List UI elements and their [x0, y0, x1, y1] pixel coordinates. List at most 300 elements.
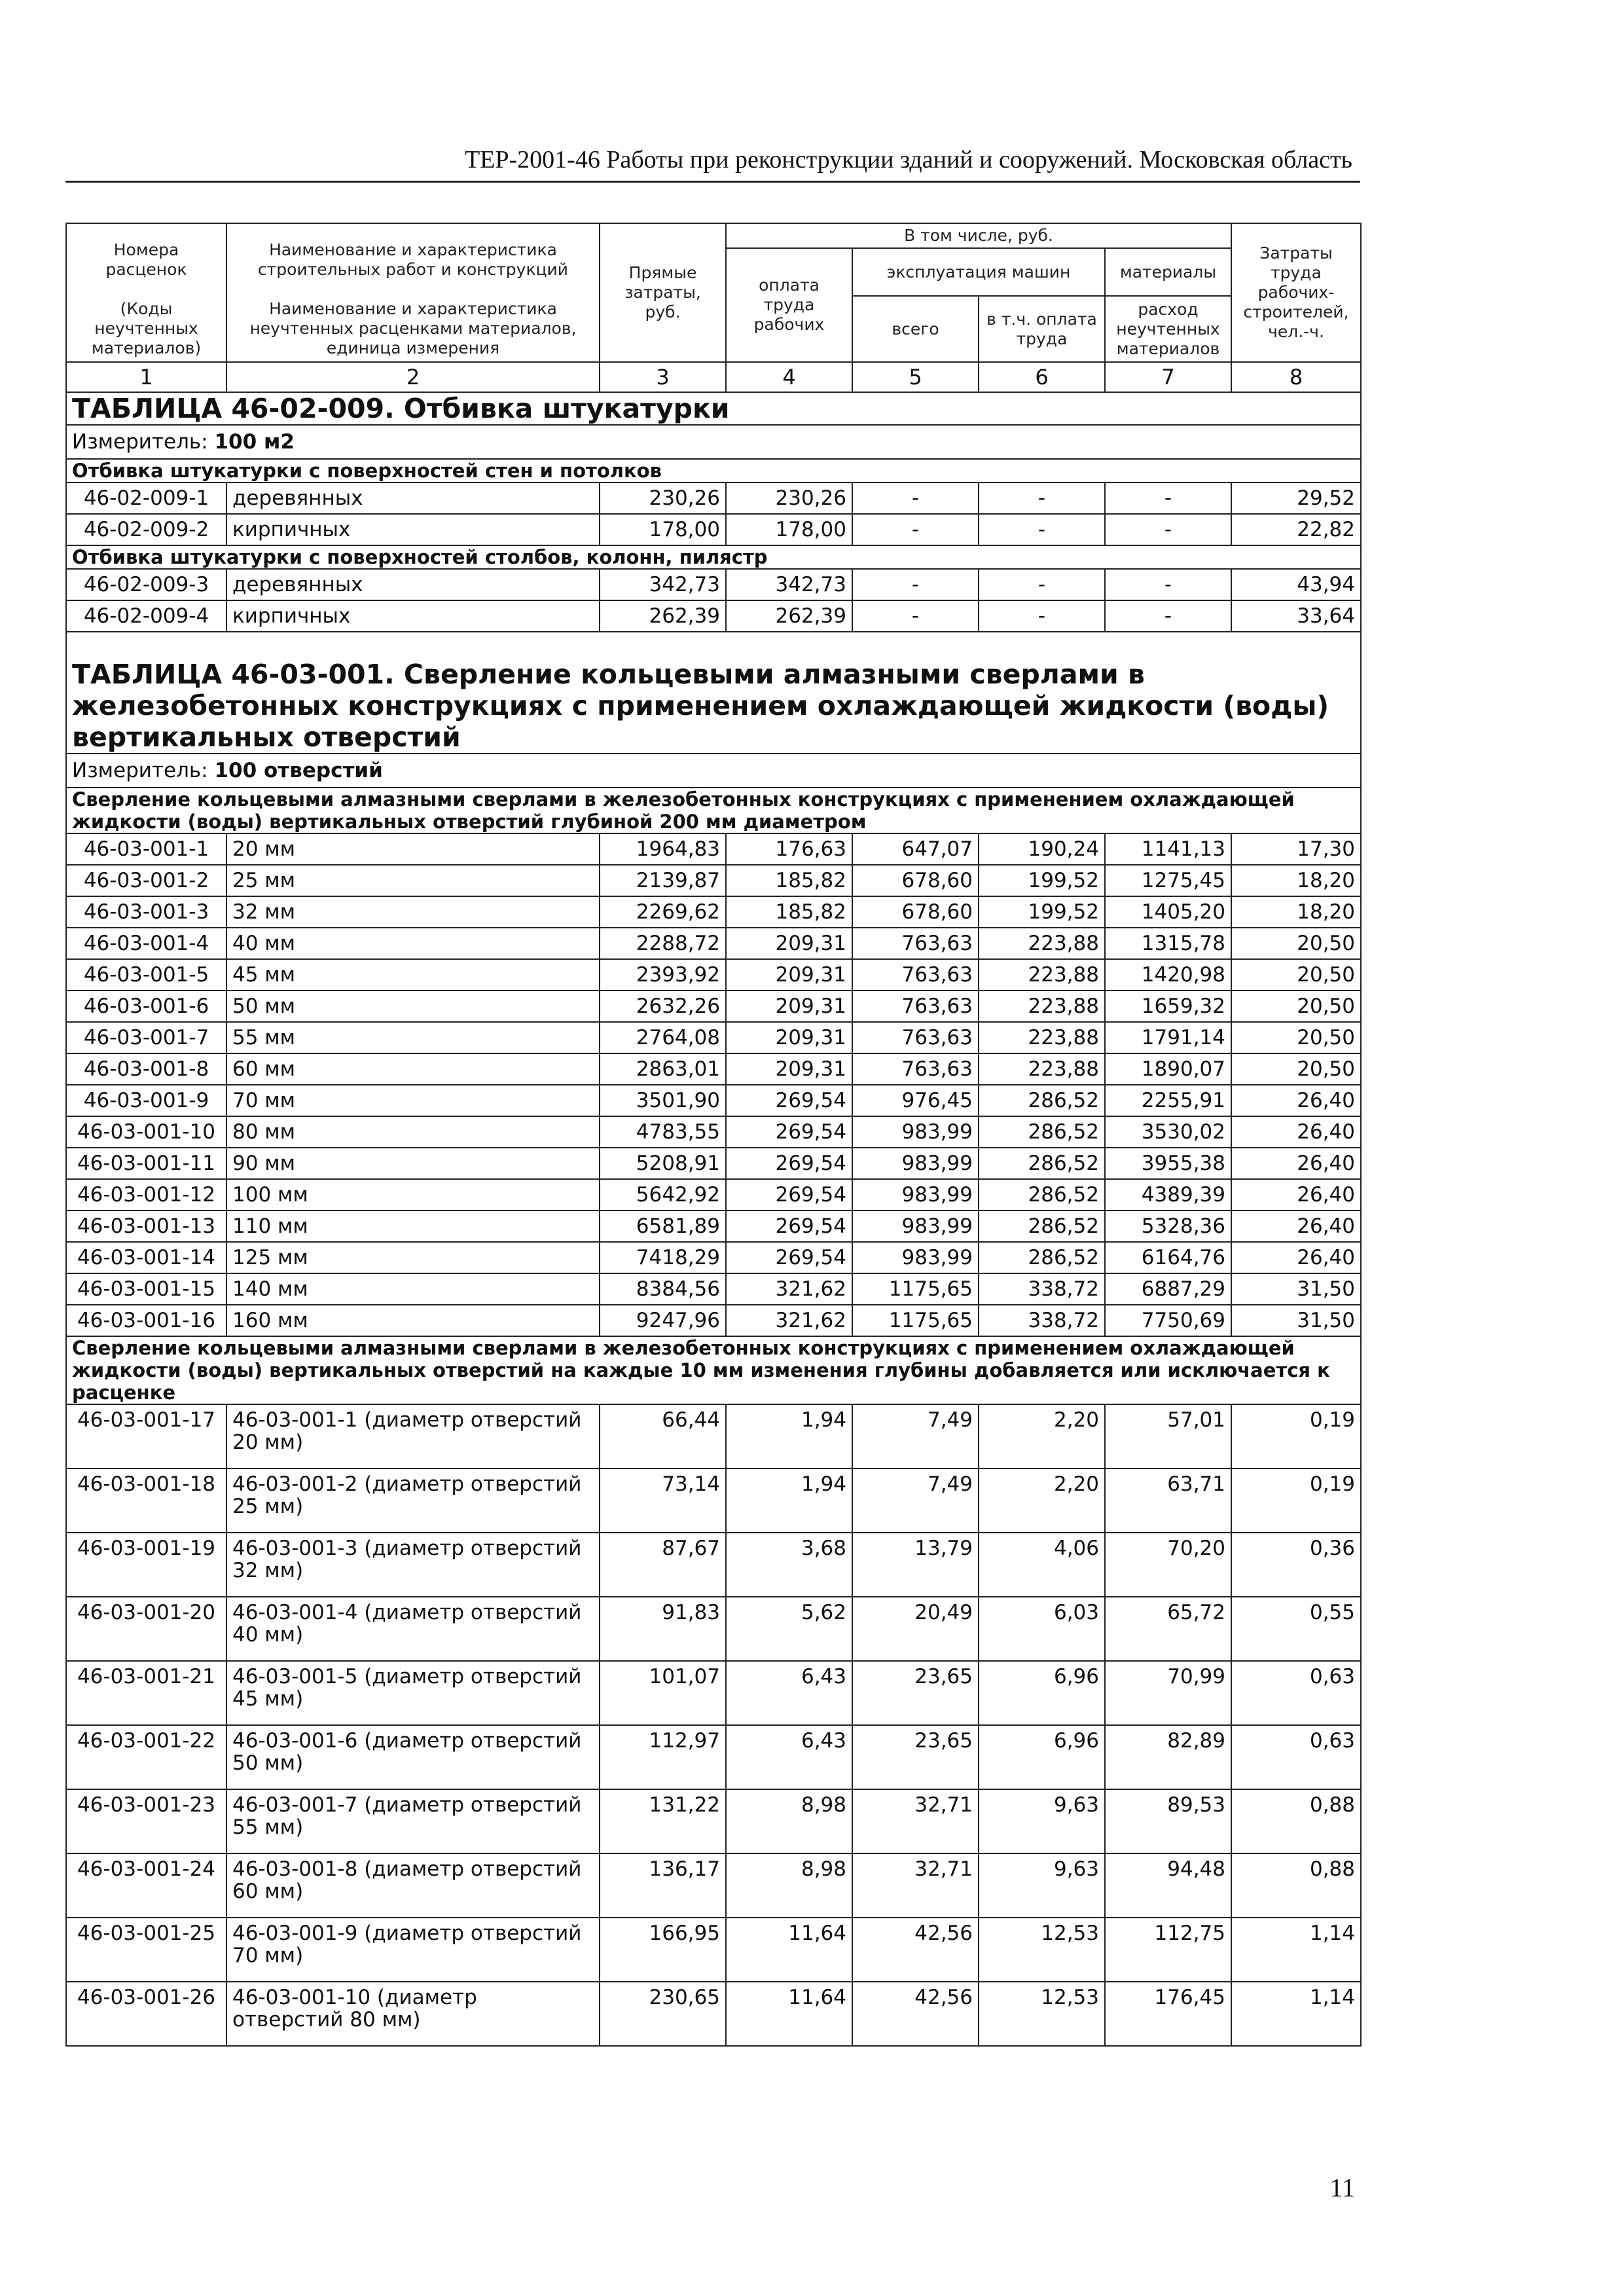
labor-hours-cell: 0,88: [1231, 1853, 1361, 1918]
page-number: 11: [1329, 2173, 1355, 2202]
machine-total-cell: 42,56: [852, 1982, 979, 2046]
rows-0902-1: [66, 483, 1361, 545]
machine-total-cell: -: [852, 483, 979, 514]
header-number: 5: [852, 362, 979, 392]
labor-pay-cell: 11,64: [726, 1982, 852, 2046]
table-row: [66, 991, 1361, 1022]
direct-costs-cell: 342,73: [600, 569, 726, 600]
materials-cell: 6887,29: [1105, 1273, 1231, 1305]
machine-total-cell: 23,65: [852, 1725, 979, 1789]
header-number: 7: [1105, 362, 1231, 392]
machine-labor-cell: -: [979, 483, 1105, 514]
labor-hours-cell: 29,52: [1231, 483, 1361, 514]
labor-pay-cell: 3,68: [726, 1533, 852, 1597]
table-row: [66, 600, 1361, 632]
direct-costs-cell: 1964,83: [600, 833, 726, 865]
work-name-cell: 46-03-001-6 (диаметр отверстий 50 мм): [226, 1725, 600, 1789]
table-row: [66, 1853, 1361, 1918]
table-row: [66, 1085, 1361, 1116]
table-row: [66, 1533, 1361, 1597]
machine-total-cell: 20,49: [852, 1597, 979, 1661]
materials-cell: 6164,76: [1105, 1242, 1231, 1273]
work-name-cell: 46-03-001-9 (диаметр отверстий 70 мм): [226, 1918, 600, 1982]
rate-code-cell: 46-03-001-16: [66, 1305, 226, 1336]
labor-hours-cell: 0,55: [1231, 1597, 1361, 1661]
rate-code-cell: 46-03-001-4: [66, 928, 226, 959]
machine-labor-cell: 223,88: [979, 1022, 1105, 1053]
labor-pay-cell: 321,62: [726, 1273, 852, 1305]
table-row: [66, 1597, 1361, 1661]
labor-pay-cell: 8,98: [726, 1789, 852, 1853]
labor-pay-cell: 176,63: [726, 833, 852, 865]
machine-total-cell: 983,99: [852, 1148, 979, 1179]
work-name-cell: 100 мм: [226, 1179, 600, 1211]
materials-cell: 3530,02: [1105, 1116, 1231, 1148]
work-name-cell: 110 мм: [226, 1211, 600, 1242]
work-name-cell: 20 мм: [226, 833, 600, 865]
labor-hours-cell: 26,40: [1231, 1085, 1361, 1116]
rate-code-cell: 46-03-001-2: [66, 865, 226, 896]
machine-labor-cell: 6,96: [979, 1661, 1105, 1725]
running-header: ТЕР-2001-46 Работы при реконструкции зданий и сооружений. Московская область: [464, 146, 1352, 173]
labor-hours-cell: 18,20: [1231, 865, 1361, 896]
header-col5: всего: [852, 296, 979, 362]
header-col4: оплата труда рабочих: [726, 248, 852, 362]
machine-total-cell: 7,49: [852, 1404, 979, 1468]
labor-pay-cell: 6,43: [726, 1725, 852, 1789]
rate-code-cell: 46-03-001-13: [66, 1211, 226, 1242]
machine-labor-cell: 286,52: [979, 1242, 1105, 1273]
meter-label: Измеритель:: [72, 430, 208, 454]
machine-labor-cell: 338,72: [979, 1273, 1105, 1305]
labor-pay-cell: 185,82: [726, 865, 852, 896]
work-name-cell: 46-03-001-8 (диаметр отверстий 60 мм): [226, 1853, 600, 1918]
header-col6: в т.ч. оплата труда: [979, 296, 1105, 362]
direct-costs-cell: 131,22: [600, 1789, 726, 1853]
machine-total-cell: 983,99: [852, 1211, 979, 1242]
table-row: [66, 1789, 1361, 1853]
direct-costs-cell: 6581,89: [600, 1211, 726, 1242]
rate-code-cell: 46-03-001-6: [66, 991, 226, 1022]
machine-labor-cell: -: [979, 600, 1105, 632]
work-name-cell: 25 мм: [226, 865, 600, 896]
header-materials: материалы: [1105, 248, 1231, 296]
work-name-cell: 125 мм: [226, 1242, 600, 1273]
direct-costs-cell: 178,00: [600, 514, 726, 545]
labor-pay-cell: 269,54: [726, 1211, 852, 1242]
labor-hours-cell: 0,19: [1231, 1468, 1361, 1533]
materials-cell: -: [1105, 483, 1231, 514]
rate-code-cell: 46-03-001-9: [66, 1085, 226, 1116]
meter-value: 100 м2: [214, 430, 295, 454]
section-title: ТАБЛИЦА 46-02-009. Отбивка штукатурки: [66, 392, 1361, 425]
table-row: [66, 1053, 1361, 1085]
labor-hours-cell: 26,40: [1231, 1179, 1361, 1211]
labor-hours-cell: 26,40: [1231, 1116, 1361, 1148]
materials-cell: 1315,78: [1105, 928, 1231, 959]
direct-costs-cell: 2863,01: [600, 1053, 726, 1085]
labor-hours-cell: 26,40: [1231, 1148, 1361, 1179]
materials-cell: 5328,36: [1105, 1211, 1231, 1242]
labor-hours-cell: 20,50: [1231, 991, 1361, 1022]
subsection-heading: Сверление кольцевыми алмазными сверлами в железобетонных конструкциях с применением охлаждающей жидкости (воды) вертикальных отверстий глубиной 200 мм диаметром: [66, 788, 1361, 833]
direct-costs-cell: 73,14: [600, 1468, 726, 1533]
meter-line: [66, 754, 1361, 788]
machine-labor-cell: -: [979, 569, 1105, 600]
machine-total-cell: 1175,65: [852, 1305, 979, 1336]
rate-code-cell: 46-03-001-1: [66, 833, 226, 865]
work-name-cell: 46-03-001-4 (диаметр отверстий 40 мм): [226, 1597, 600, 1661]
section-title: ТАБЛИЦА 46-03-001. Сверление кольцевыми алмазными сверлами в железобетонных конструкциях с применением охлаждающей жидкости (воды) вертикальных отверстий: [66, 632, 1361, 754]
machine-labor-cell: 338,72: [979, 1305, 1105, 1336]
labor-pay-cell: 269,54: [726, 1116, 852, 1148]
work-name-cell: 160 мм: [226, 1305, 600, 1336]
work-name-cell: 40 мм: [226, 928, 600, 959]
header-col2-top: Наименование и характеристика строительных работ и конструкций: [226, 223, 600, 296]
machine-total-cell: -: [852, 569, 979, 600]
table-row: [66, 1179, 1361, 1211]
rate-code-cell: 46-02-009-1: [66, 483, 226, 514]
rate-code-cell: 46-03-001-24: [66, 1853, 226, 1918]
materials-cell: 70,99: [1105, 1661, 1231, 1725]
labor-pay-cell: 262,39: [726, 600, 852, 632]
subsection-heading: Отбивка штукатурки с поверхностей стен и потолков: [66, 459, 1361, 483]
machine-total-cell: 647,07: [852, 833, 979, 865]
rate-code-cell: 46-03-001-3: [66, 896, 226, 928]
machine-labor-cell: 190,24: [979, 833, 1105, 865]
header-col8: Затраты труда рабочих-строителей, чел.-ч.: [1231, 223, 1361, 362]
materials-cell: 3955,38: [1105, 1148, 1231, 1179]
rate-code-cell: 46-03-001-5: [66, 959, 226, 991]
labor-pay-cell: 269,54: [726, 1242, 852, 1273]
table-row: [66, 865, 1361, 896]
materials-cell: 1420,98: [1105, 959, 1231, 991]
labor-hours-cell: 0,88: [1231, 1789, 1361, 1853]
materials-cell: -: [1105, 514, 1231, 545]
rate-code-cell: 46-03-001-22: [66, 1725, 226, 1789]
table-46-02-009: [66, 392, 1361, 483]
machine-total-cell: 983,99: [852, 1116, 979, 1148]
table-row: [66, 833, 1361, 865]
materials-cell: 1659,32: [1105, 991, 1231, 1022]
work-name-cell: 46-03-001-3 (диаметр отверстий 32 мм): [226, 1533, 600, 1597]
direct-costs-cell: 91,83: [600, 1597, 726, 1661]
materials-cell: 65,72: [1105, 1597, 1231, 1661]
header-number: 4: [726, 362, 852, 392]
direct-costs-cell: 66,44: [600, 1404, 726, 1468]
direct-costs-cell: 7418,29: [600, 1242, 726, 1273]
work-name-cell: деревянных: [226, 569, 600, 600]
materials-cell: 4389,39: [1105, 1179, 1231, 1211]
labor-hours-cell: 1,14: [1231, 1918, 1361, 1982]
machine-total-cell: 32,71: [852, 1853, 979, 1918]
direct-costs-cell: 2393,92: [600, 959, 726, 991]
rows-0301-1: [66, 833, 1361, 1336]
direct-costs-cell: 8384,56: [600, 1273, 726, 1305]
labor-hours-cell: 20,50: [1231, 1022, 1361, 1053]
materials-cell: 1791,14: [1105, 1022, 1231, 1053]
header-machines: эксплуатация машин: [852, 248, 1105, 296]
table-row: [66, 1725, 1361, 1789]
direct-costs-cell: 5642,92: [600, 1179, 726, 1211]
labor-hours-cell: 1,14: [1231, 1982, 1361, 2046]
machine-total-cell: 42,56: [852, 1918, 979, 1982]
work-name-cell: 46-03-001-10 (диаметр отверстий 80 мм): [226, 1982, 600, 2046]
rate-code-cell: 46-03-001-23: [66, 1789, 226, 1853]
labor-pay-cell: 209,31: [726, 991, 852, 1022]
materials-cell: 176,45: [1105, 1982, 1231, 2046]
machine-total-cell: 976,45: [852, 1085, 979, 1116]
rate-code-cell: 46-03-001-8: [66, 1053, 226, 1085]
machine-labor-cell: 223,88: [979, 1053, 1105, 1085]
header-rule: [65, 181, 1360, 183]
materials-cell: 112,75: [1105, 1918, 1231, 1982]
direct-costs-cell: 3501,90: [600, 1085, 726, 1116]
labor-hours-cell: 0,36: [1231, 1533, 1361, 1597]
labor-pay-cell: 269,54: [726, 1085, 852, 1116]
labor-pay-cell: 11,64: [726, 1918, 852, 1982]
machine-total-cell: 32,71: [852, 1789, 979, 1853]
work-name-cell: 60 мм: [226, 1053, 600, 1085]
labor-hours-cell: 26,40: [1231, 1211, 1361, 1242]
labor-pay-cell: 1,94: [726, 1468, 852, 1533]
direct-costs-cell: 136,17: [600, 1853, 726, 1918]
labor-hours-cell: 0,63: [1231, 1725, 1361, 1789]
materials-cell: 57,01: [1105, 1404, 1231, 1468]
machine-labor-cell: 223,88: [979, 928, 1105, 959]
table-row: [66, 1468, 1361, 1533]
header-col7: расход неучтенных материалов: [1105, 296, 1231, 362]
machine-total-cell: 678,60: [852, 865, 979, 896]
materials-cell: -: [1105, 600, 1231, 632]
direct-costs-cell: 2764,08: [600, 1022, 726, 1053]
machine-labor-cell: 199,52: [979, 896, 1105, 928]
work-name-cell: деревянных: [226, 483, 600, 514]
rate-code-cell: 46-03-001-11: [66, 1148, 226, 1179]
machine-labor-cell: 12,53: [979, 1918, 1105, 1982]
labor-hours-cell: 33,64: [1231, 600, 1361, 632]
rate-code-cell: 46-03-001-21: [66, 1661, 226, 1725]
rate-code-cell: 46-03-001-12: [66, 1179, 226, 1211]
direct-costs-cell: 230,26: [600, 483, 726, 514]
labor-hours-cell: 20,50: [1231, 928, 1361, 959]
rate-code-cell: 46-02-009-2: [66, 514, 226, 545]
direct-costs-cell: 101,07: [600, 1661, 726, 1725]
table-row: [66, 928, 1361, 959]
materials-cell: 82,89: [1105, 1725, 1231, 1789]
table-row: [66, 483, 1361, 514]
work-name-cell: кирпичных: [226, 600, 600, 632]
work-name-cell: 32 мм: [226, 896, 600, 928]
work-name-cell: 50 мм: [226, 991, 600, 1022]
machine-labor-cell: 286,52: [979, 1085, 1105, 1116]
labor-pay-cell: 342,73: [726, 569, 852, 600]
table-row: [66, 1982, 1361, 2046]
table-row: [66, 959, 1361, 991]
rate-code-cell: 46-03-001-19: [66, 1533, 226, 1597]
rate-code-cell: 46-03-001-14: [66, 1242, 226, 1273]
machine-total-cell: 983,99: [852, 1242, 979, 1273]
machine-total-cell: 763,63: [852, 928, 979, 959]
labor-pay-cell: 1,94: [726, 1404, 852, 1468]
labor-hours-cell: 26,40: [1231, 1242, 1361, 1273]
machine-labor-cell: 199,52: [979, 865, 1105, 896]
meter-label: Измеритель:: [72, 759, 208, 782]
machine-total-cell: 23,65: [852, 1661, 979, 1725]
direct-costs-cell: 2139,87: [600, 865, 726, 896]
header-group: В том числе, руб.: [726, 223, 1231, 248]
rate-code-cell: 46-03-001-18: [66, 1468, 226, 1533]
header-number: 2: [226, 362, 600, 392]
work-name-cell: кирпичных: [226, 514, 600, 545]
materials-cell: 89,53: [1105, 1789, 1231, 1853]
table-row: [66, 514, 1361, 545]
labor-hours-cell: 18,20: [1231, 896, 1361, 928]
machine-total-cell: 763,63: [852, 1022, 979, 1053]
direct-costs-cell: 230,65: [600, 1982, 726, 2046]
labor-hours-cell: 43,94: [1231, 569, 1361, 600]
machine-total-cell: 763,63: [852, 991, 979, 1022]
machine-total-cell: 983,99: [852, 1179, 979, 1211]
table-row: [66, 1211, 1361, 1242]
header-col1-bottom: (Коды неучтенных материалов): [66, 296, 226, 362]
machine-total-cell: 763,63: [852, 1053, 979, 1085]
rows-0301-2: [66, 1404, 1361, 2046]
table-46-03-001-part2: [66, 1336, 1361, 1404]
rate-code-cell: 46-03-001-26: [66, 1982, 226, 2046]
rate-code-cell: 46-03-001-15: [66, 1273, 226, 1305]
table-row: [66, 1148, 1361, 1179]
labor-pay-cell: 8,98: [726, 1853, 852, 1918]
work-name-cell: 46-03-001-7 (диаметр отверстий 55 мм): [226, 1789, 600, 1853]
table-row: [66, 1305, 1361, 1336]
materials-cell: -: [1105, 569, 1231, 600]
machine-labor-cell: 9,63: [979, 1853, 1105, 1918]
labor-pay-cell: 209,31: [726, 1053, 852, 1085]
work-name-cell: 140 мм: [226, 1273, 600, 1305]
materials-cell: 63,71: [1105, 1468, 1231, 1533]
table-row: [66, 1273, 1361, 1305]
materials-cell: 94,48: [1105, 1853, 1231, 1918]
machine-total-cell: 763,63: [852, 959, 979, 991]
header-number: 3: [600, 362, 726, 392]
work-name-cell: 80 мм: [226, 1116, 600, 1148]
labor-hours-cell: 31,50: [1231, 1273, 1361, 1305]
machine-labor-cell: 286,52: [979, 1148, 1105, 1179]
materials-cell: 1405,20: [1105, 896, 1231, 928]
work-name-cell: 70 мм: [226, 1085, 600, 1116]
work-name-cell: 46-03-001-2 (диаметр отверстий 25 мм): [226, 1468, 600, 1533]
work-name-cell: 46-03-001-5 (диаметр отверстий 45 мм): [226, 1661, 600, 1725]
labor-hours-cell: 20,50: [1231, 1053, 1361, 1085]
machine-labor-cell: 286,52: [979, 1179, 1105, 1211]
table-row: [66, 1242, 1361, 1273]
direct-costs-cell: 9247,96: [600, 1305, 726, 1336]
labor-pay-cell: 269,54: [726, 1179, 852, 1211]
machine-labor-cell: 6,96: [979, 1725, 1105, 1789]
header-number: 1: [66, 362, 226, 392]
materials-cell: 70,20: [1105, 1533, 1231, 1597]
table-row: [66, 1116, 1361, 1148]
labor-pay-cell: 6,43: [726, 1661, 852, 1725]
labor-pay-cell: 178,00: [726, 514, 852, 545]
table-46-02-009-part2: [66, 545, 1361, 569]
labor-pay-cell: 209,31: [726, 1022, 852, 1053]
table-header: [66, 223, 1361, 392]
labor-pay-cell: 321,62: [726, 1305, 852, 1336]
direct-costs-cell: 166,95: [600, 1918, 726, 1982]
direct-costs-cell: 5208,91: [600, 1148, 726, 1179]
work-name-cell: 90 мм: [226, 1148, 600, 1179]
machine-labor-cell: -: [979, 514, 1105, 545]
machine-labor-cell: 286,52: [979, 1116, 1105, 1148]
labor-hours-cell: 0,19: [1231, 1404, 1361, 1468]
labor-hours-cell: 20,50: [1231, 959, 1361, 991]
machine-labor-cell: 223,88: [979, 991, 1105, 1022]
labor-pay-cell: 269,54: [726, 1148, 852, 1179]
labor-hours-cell: 17,30: [1231, 833, 1361, 865]
materials-cell: 1275,45: [1105, 865, 1231, 896]
labor-pay-cell: 185,82: [726, 896, 852, 928]
work-name-cell: 45 мм: [226, 959, 600, 991]
labor-hours-cell: 22,82: [1231, 514, 1361, 545]
machine-labor-cell: 9,63: [979, 1789, 1105, 1853]
labor-hours-cell: 31,50: [1231, 1305, 1361, 1336]
work-name-cell: 55 мм: [226, 1022, 600, 1053]
rate-code-cell: 46-02-009-4: [66, 600, 226, 632]
rows-0902-2: [66, 569, 1361, 632]
rates-table: [65, 223, 1362, 2047]
rate-code-cell: 46-03-001-25: [66, 1918, 226, 1982]
machine-total-cell: -: [852, 514, 979, 545]
header-number: 6: [979, 362, 1105, 392]
rate-code-cell: 46-03-001-7: [66, 1022, 226, 1053]
table-46-03-001: [66, 632, 1361, 833]
labor-pay-cell: 230,26: [726, 483, 852, 514]
direct-costs-cell: 2288,72: [600, 928, 726, 959]
machine-total-cell: 1175,65: [852, 1273, 979, 1305]
direct-costs-cell: 2269,62: [600, 896, 726, 928]
machine-labor-cell: 286,52: [979, 1211, 1105, 1242]
machine-total-cell: -: [852, 600, 979, 632]
table-row: [66, 1022, 1361, 1053]
machine-labor-cell: 4,06: [979, 1533, 1105, 1597]
header-col3: Прямые затраты, руб.: [600, 223, 726, 362]
header-number: 8: [1231, 362, 1361, 392]
machine-total-cell: 678,60: [852, 896, 979, 928]
direct-costs-cell: 112,97: [600, 1725, 726, 1789]
header-col1-top: Номера расценок: [66, 223, 226, 296]
machine-labor-cell: 12,53: [979, 1982, 1105, 2046]
subsection-heading: Сверление кольцевыми алмазными сверлами в железобетонных конструкциях с применением охлаждающей жидкости (воды) вертикальных отверстий на каждые 10 мм изменения глубины добавляется или исключается к расценке: [66, 1336, 1361, 1404]
subsection-heading: Отбивка штукатурки с поверхностей столбов, колонн, пилястр: [66, 545, 1361, 569]
direct-costs-cell: 262,39: [600, 600, 726, 632]
meter-line: [66, 425, 1361, 459]
rate-code-cell: 46-03-001-17: [66, 1404, 226, 1468]
table-row: [66, 569, 1361, 600]
table-row: [66, 896, 1361, 928]
materials-cell: 2255,91: [1105, 1085, 1231, 1116]
direct-costs-cell: 4783,55: [600, 1116, 726, 1148]
machine-total-cell: 7,49: [852, 1468, 979, 1533]
work-name-cell: 46-03-001-1 (диаметр отверстий 20 мм): [226, 1404, 600, 1468]
labor-pay-cell: 209,31: [726, 959, 852, 991]
materials-cell: 7750,69: [1105, 1305, 1231, 1336]
materials-cell: 1141,13: [1105, 833, 1231, 865]
machine-labor-cell: 6,03: [979, 1597, 1105, 1661]
direct-costs-cell: 2632,26: [600, 991, 726, 1022]
table-row: [66, 1661, 1361, 1725]
